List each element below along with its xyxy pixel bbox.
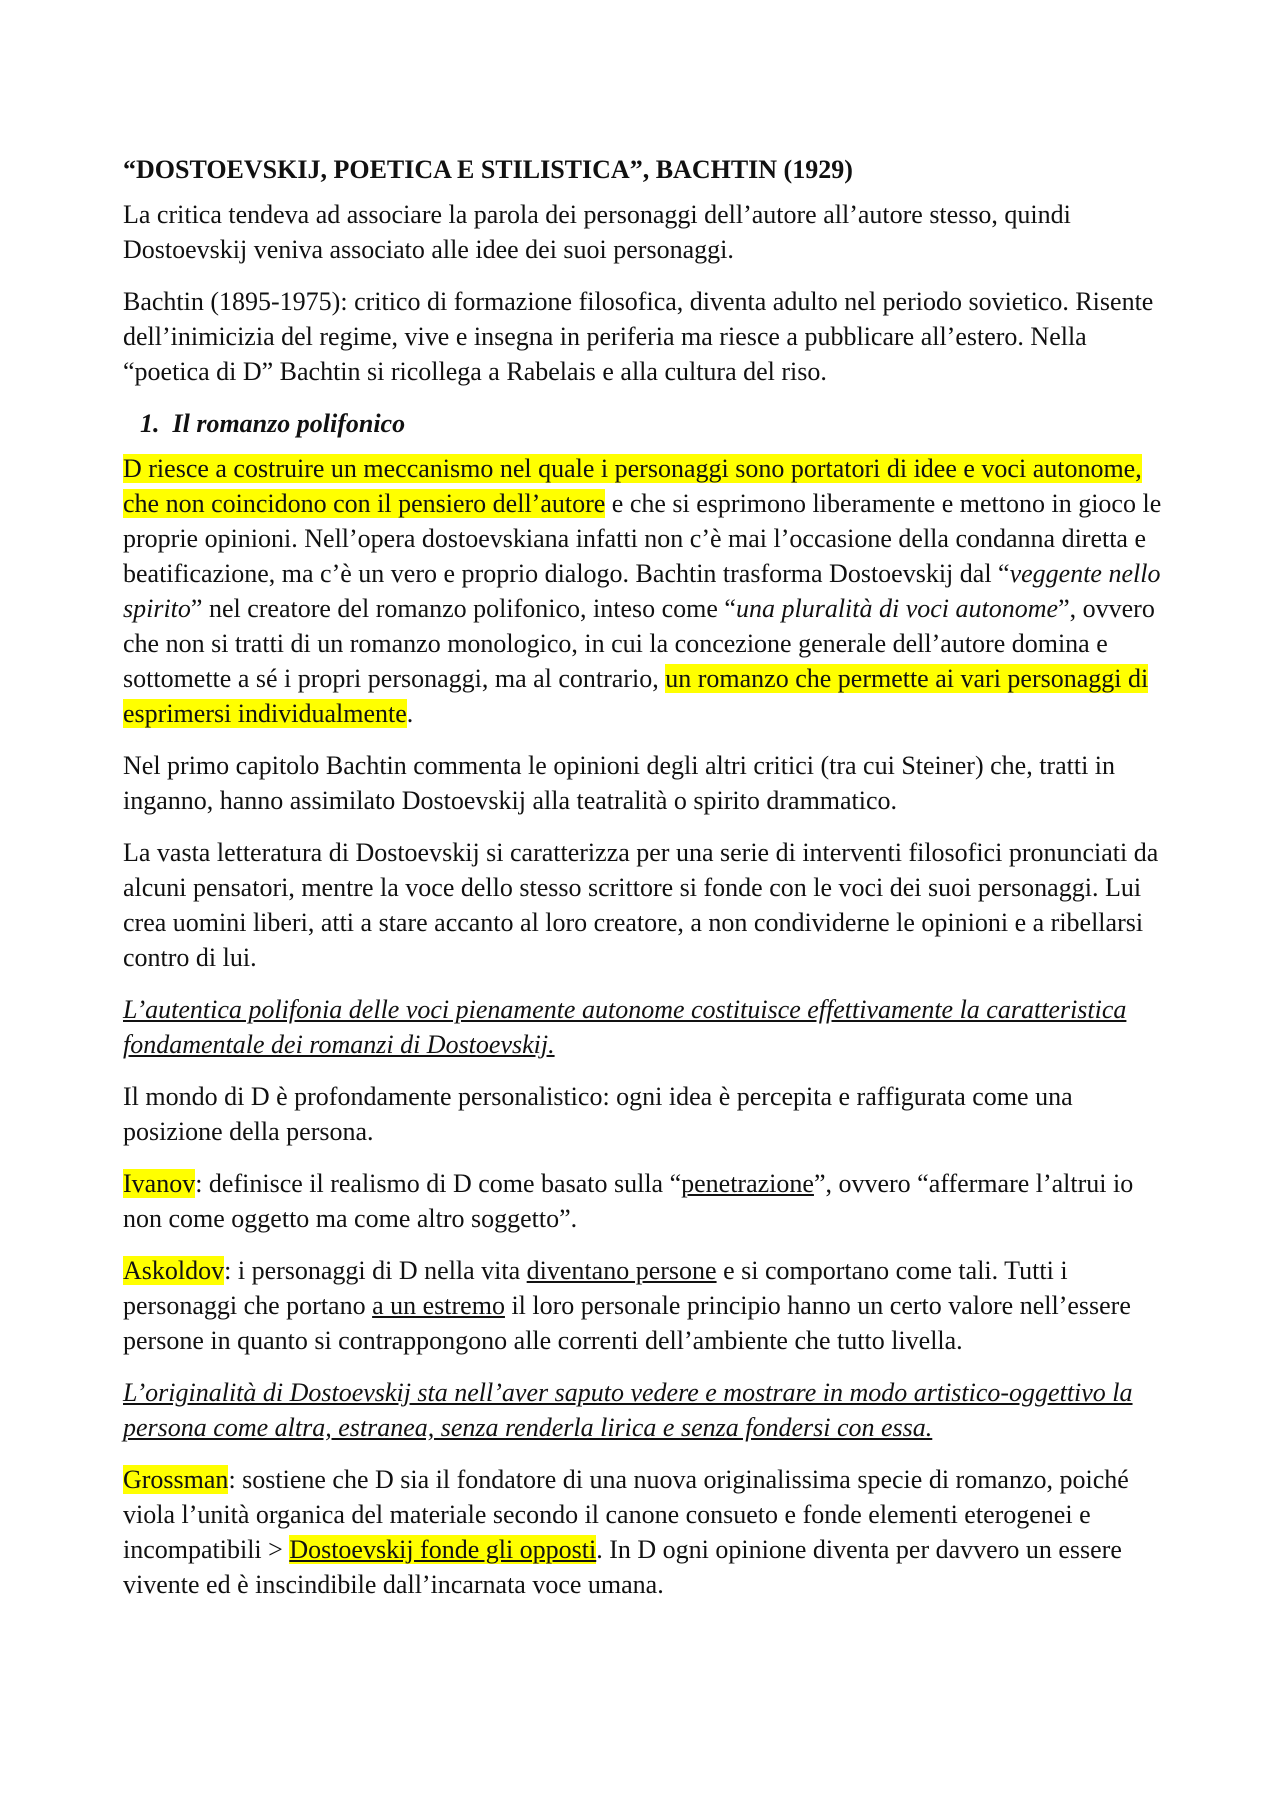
highlight-text: un romanzo che permette ai vari personaggi di esprimersi individualmente (123, 664, 1149, 728)
critic-name-highlight: Ivanov (123, 1169, 196, 1198)
italic-quote: una pluralità di voci autonome (735, 594, 1059, 623)
text-run: : definisce il realismo di D come basato sulla “ (195, 1169, 682, 1198)
section-number: 1. (140, 409, 160, 438)
critic-name-highlight: Grossman (123, 1465, 229, 1494)
paragraph-ivanov (123, 1166, 1163, 1236)
paragraph-letteratura: La vasta letteratura di Dostoevskij si caratterizza per una serie di interventi filosofici pronunciati da alcuni pensatori, mentre la voce dello stesso scrittore si fonde con le voci dei suoi personaggi. Lui crea uomini liberi, atti a stare accanto al loro creatore, a non condividerne le opinioni e a ribellarsi contro di lui. (123, 838, 1159, 972)
text-run: il loro personale principio hanno un certo valore nell’essere persone in quanto si contrappongono alle correnti dell’ambiente che tutto livella. (123, 1291, 1131, 1355)
paragraph-critici: Nel primo capitolo Bachtin commenta le opinioni degli altri critici (tra cui Steiner) che, tratti in inganno, hanno assimilato Dostoevskij alla teatralità o spirito drammatico. (123, 751, 1116, 815)
paragraph-bachtin-bio: Bachtin (1895-1975): critico di formazione filosofica, diventa adulto nel periodo sovietico. Risente dell’inimicizia del regime, vive e insegna in periferia ma riesce a pubblicare all’estero. Nella “poetica di D” Bachtin si ricollega a Rabelais e alla cultura del riso. (123, 287, 1154, 386)
text-run: : i personaggi di D nella vita (224, 1256, 527, 1285)
document-title: “DOSTOEVSKIJ, POETICA E STILISTICA”, BACHTIN (1929) (123, 155, 853, 184)
underlined-term: penetrazione (681, 1169, 814, 1198)
text-run: e si comportano come tali. Tutti i personaggi che portano (123, 1256, 1068, 1320)
text-run: ”, ovvero che non si tratti di un romanzo monologico, in cui la concezione generale dell’autore domina e sottomette a sé i propri personaggi, ma al contrario, (123, 594, 1155, 693)
highlight-text: D riesce a costruire un meccanismo nel quale i personaggi sono portatori di idee e voci autonome, che non coincidono con il pensiero dell’autore (123, 454, 1142, 518)
paragraph-personalistico: Il mondo di D è profondamente personalistico: ogni idea è percepita e raffigurata come una posizione della persona. (123, 1082, 1073, 1146)
text-run: ”, ovvero “affermare l’altrui io non come oggetto ma come altro soggetto”. (123, 1169, 1134, 1233)
paragraph-key-statement-polifonia: L’autentica polifonia delle voci pienamente autonome costituisce effettivamente la caratteristica fondamentale dei romanzi di Dostoevskij. (123, 995, 1127, 1059)
text-run: : sostiene che D sia il fondatore di una nuova originalissima specie di romanzo, poiché viola l’unità organica del materiale secondo il canone consueto e fonde elementi eterogenei e incompatibili > (123, 1465, 1129, 1564)
paragraph-askoldov (123, 1253, 1163, 1358)
text-run: . (406, 699, 414, 728)
text-run: . In D ogni opinione diventa per davvero un essere vivente ed è inscindibile dall’incarnata voce umana. (123, 1535, 1122, 1599)
text-run: e che si esprimono liberamente e mettono in gioco le proprie opinioni. Nell’opera dostoevskiana infatti non c’è mai l’occasione della condanna diretta e beatificazione, ma c’è un vero e proprio dialogo. Bachtin trasforma Dostoevskij dal “ (123, 489, 1162, 588)
highlight-underlined-text: Dostoevskij fonde gli opposti (289, 1535, 597, 1564)
document-page (123, 152, 1163, 1619)
critic-name-highlight: Askoldov (123, 1256, 225, 1285)
text-run: ” nel creatore del romanzo polifonico, inteso come “ (190, 594, 736, 623)
paragraph-polifonia (123, 451, 1163, 731)
underlined-term: diventano persone (526, 1256, 717, 1285)
underlined-term: a un estremo (372, 1291, 505, 1320)
paragraph-key-statement-originalita: L’originalità di Dostoevskij sta nell’aver saputo vedere e mostrare in modo artistico-oggettivo la persona come altra, estranea, senza renderla lirica e senza fondersi con essa. (123, 1378, 1133, 1442)
paragraph-grossman (123, 1462, 1163, 1602)
italic-quote: veggente nello spirito (123, 559, 1161, 623)
section-heading-polifonico (140, 406, 1163, 441)
section-title: Il romanzo polifonico (172, 409, 406, 438)
paragraph-intro: La critica tendeva ad associare la parola dei personaggi dell’autore all’autore stesso, quindi Dostoevskij veniva associato alle idee dei suoi personaggi. (123, 200, 1071, 264)
